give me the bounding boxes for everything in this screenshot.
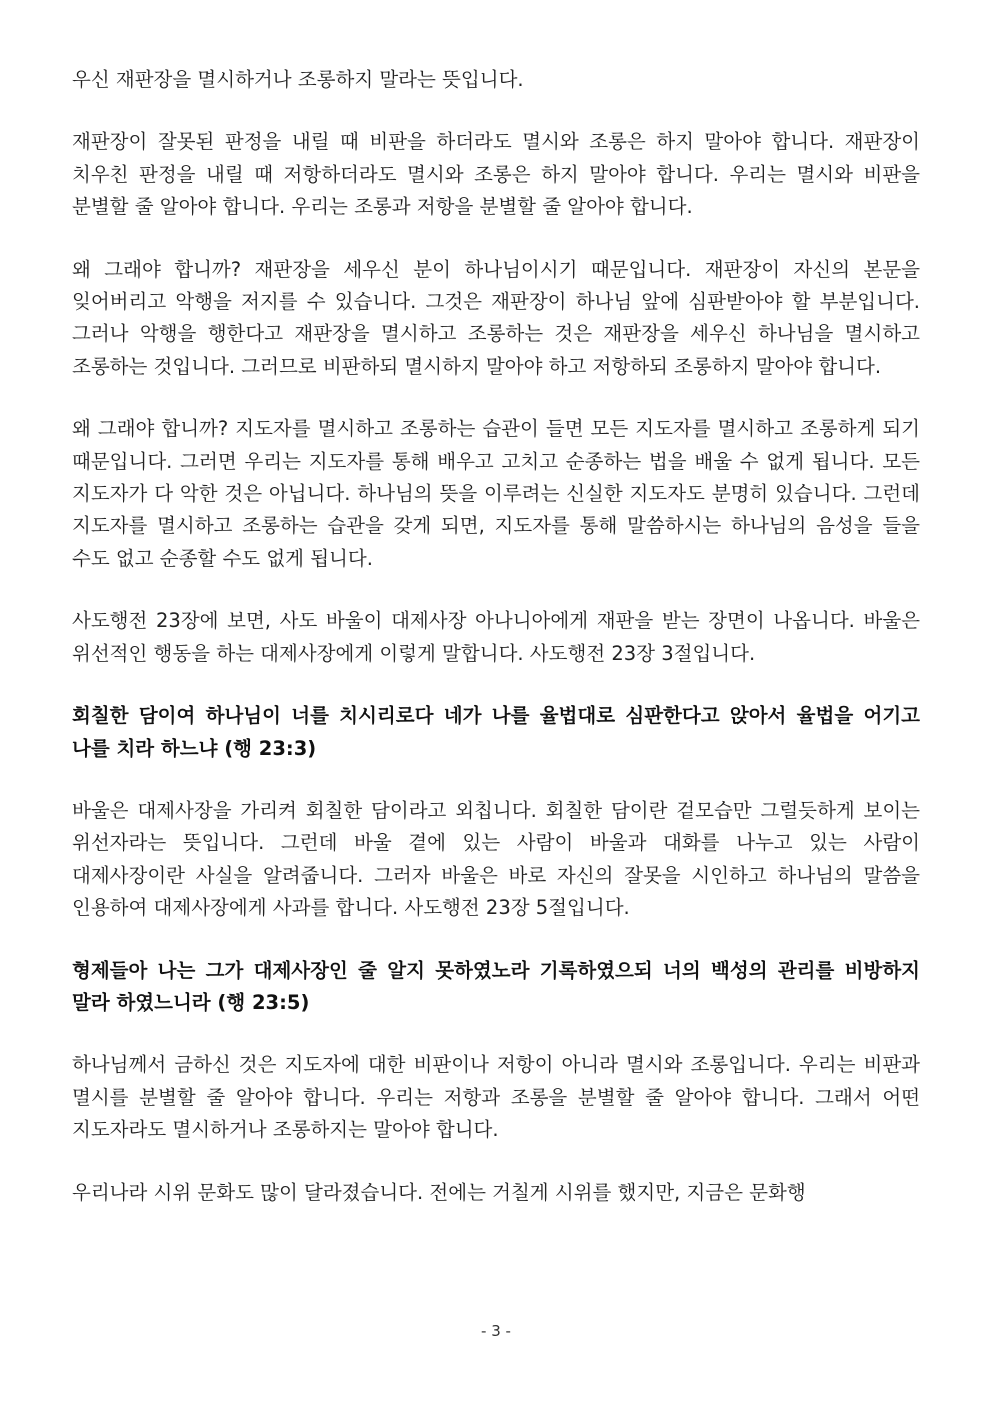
paragraph-8: 우리나라 시위 문화도 많이 달라졌습니다. 전에는 거칠게 시위를 했지만, 지금은 문화행	[72, 1180, 806, 1204]
paragraph-1: 우신 재판장을 멸시하거나 조롱하지 말라는 뜻입니다.	[72, 68, 524, 91]
document-page	[72, 64, 920, 1239]
paragraph-6: 바울은 대제사장을 가리켜 회칠한 담이라고 외칩니다. 회칠한 담이란 겉모습만 그럴듯하게 보이는 위선자라는 뜻입니다. 그런데 바울 곁에 있는 사람이 바울과 대화를 나누고 있는 사람이 대제사장이란 사실을 알려줍니다. 그러자 바울은 바로 자신의 잘못을 시인하고 하나님의 말씀을 인용하여 대제사장에게 사과를 합니다. 사도행전 23장 5절입니다.	[72, 798, 920, 920]
page-number: - 3 -	[481, 1322, 511, 1340]
scripture-quote-acts-23-3: 회칠한 담이여 하나님이 너를 치시리로다 네가 나를 율법대로 심판한다고 앉아서 율법을 어기고 나를 치라 하느냐 (행 23:3)	[72, 704, 920, 760]
paragraph-5: 사도행전 23장에 보면, 사도 바울이 대제사장 아나니아에게 재판을 받는 장면이 나옵니다. 바울은 위선적인 행동을 하는 대제사장에게 이렇게 말합니다. 사도행전 23장 3절입니다.	[72, 609, 920, 665]
paragraph-3: 왜 그래야 합니까? 재판장을 세우신 분이 하나님이시기 때문입니다. 재판장이 자신의 본문을 잊어버리고 악행을 저지를 수 있습니다. 그것은 재판장이 하나님 앞에 심판받아야 할 부분입니다. 그러나 악행을 행한다고 재판장을 멸시하고 조롱하는 것은 재판장을 세우신 하나님을 멸시하고 조롱하는 것입니다. 그러므로 비판하되 멸시하지 말아야 하고 저항하되 조롱하지 말아야 합니다.	[72, 257, 920, 378]
paragraph-2: 재판장이 잘못된 판정을 내릴 때 비판을 하더라도 멸시와 조롱은 하지 말아야 합니다. 재판장이 치우친 판정을 내릴 때 저항하더라도 멸시와 조롱은 하지 말아야 합니다. 우리는 멸시와 비판을 분별할 줄 알아야 합니다. 우리는 조롱과 저항을 분별할 줄 알아야 합니다.	[72, 130, 920, 219]
paragraph-4: 왜 그래야 합니까? 지도자를 멸시하고 조롱하는 습관이 들면 모든 지도자를 멸시하고 조롱하게 되기 때문입니다. 그러면 우리는 지도자를 통해 배우고 고치고 순종하는 법을 배울 수 없게 됩니다. 모든 지도자가 다 악한 것은 아닙니다. 하나님의 뜻을 이루려는 신실한 지도자도 분명히 있습니다. 그런데 지도자를 멸시하고 조롱하는 습관을 갖게 되면, 지도자를 통해 말씀하시는 하나님의 음성을 들을 수도 없고 순종할 수도 없게 됩니다.	[72, 417, 920, 570]
scripture-quote-acts-23-5: 형제들아 나는 그가 대제사장인 줄 알지 못하였노라 기록하였으되 너의 백성의 관리를 비방하지 말라 하였느니라 (행 23:5)	[72, 958, 920, 1014]
paragraph-7: 하나님께서 금하신 것은 지도자에 대한 비판이나 저항이 아니라 멸시와 조롱입니다. 우리는 비판과 멸시를 분별할 줄 알아야 합니다. 우리는 저항과 조롱을 분별할 줄 알아야 합니다. 그래서 어떤 지도자라도 멸시하거나 조롱하지는 말아야 합니다.	[72, 1053, 920, 1142]
